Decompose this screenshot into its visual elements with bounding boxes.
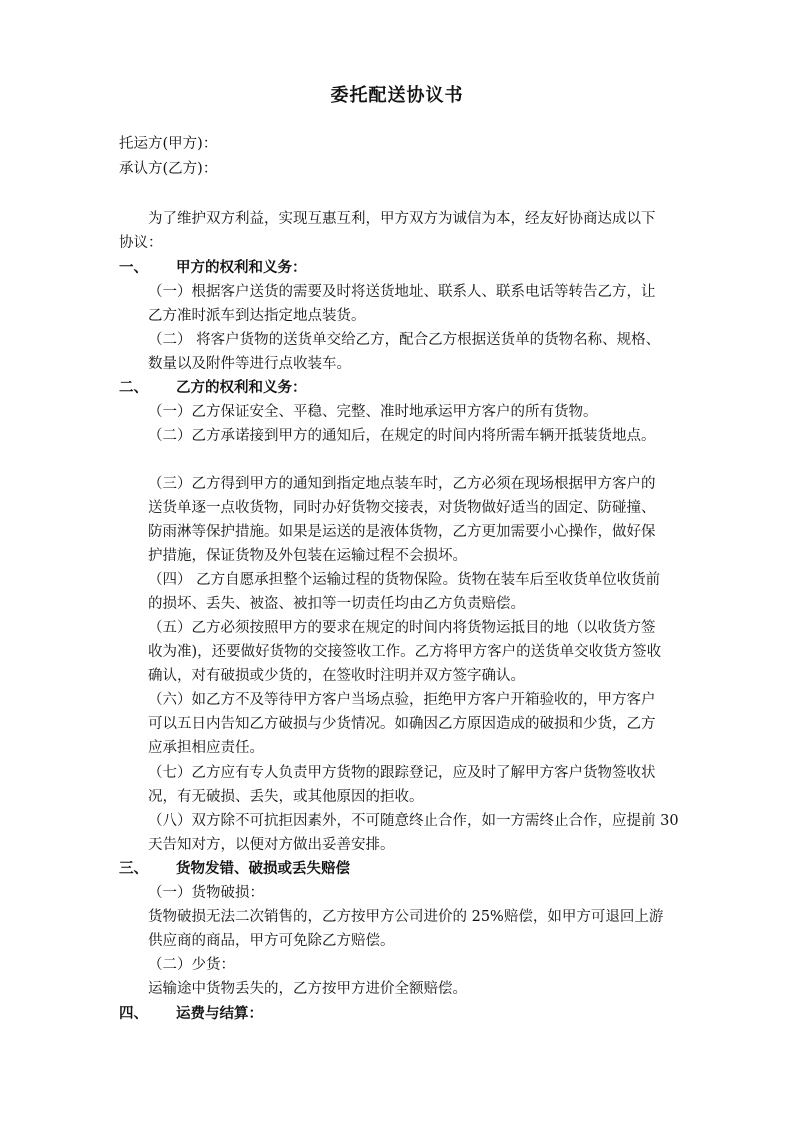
paragraph-line: 可以五日内告知乙方破损与少货情况。如确因乙方原因造成的破损和少货，乙方 (148, 716, 656, 732)
paragraph-line: 应承担相应责任。 (148, 740, 264, 756)
party-a-label: 托运方(甲方)： (119, 136, 218, 152)
section-heading: 乙方的权利和义务： (176, 379, 307, 396)
paragraph-line: 收为准)，还要做好货物的交接签收工作。乙方将甲方客户的送货单交收货方签收 (148, 644, 662, 660)
subsection-label: （一）货物破损： (148, 885, 264, 901)
paragraph-line: 送货单逐一点收货物，同时办好货物交接表，对货物做好适当的固定、防碰撞、 (148, 500, 656, 516)
paragraph-line: 确认，对有破损或少货的，在签收时注明并双方签字确认。 (148, 668, 525, 684)
paragraph-line: 防雨淋等保护措施。如果是运送的是液体货物，乙方更加需要小心操作，做好保 (148, 524, 656, 540)
paragraph-line: 的损坏、丢失、被盗、被扣等一切责任均由乙方负责赔偿。 (148, 596, 525, 612)
paragraph-line: 况，有无破损、丢失，或其他原因的拒收。 (148, 789, 424, 805)
section-number: 一、 (119, 259, 148, 276)
intro-line-1: 为了维护双方利益，实现互惠互利，甲方双方为诚信为本，经友好协商达成以下 (148, 211, 656, 227)
paragraph-line: 乙方准时派车到达指定地点装货。 (148, 308, 366, 324)
paragraph-line: （三）乙方得到甲方的通知到指定地点装车时，乙方必须在现场根据甲方客户的 (148, 476, 656, 492)
paragraph-line: （七）乙方应有专人负责甲方货物的跟踪登记，应及时了解甲方客户货物签收状 (148, 765, 656, 781)
document-title: 委托配送协议书 (330, 85, 464, 106)
section-number: 四、 (119, 1005, 148, 1022)
party-b-label: 承认方(乙方)： (119, 161, 218, 177)
paragraph-line: （一）根据客户送货的需要及时将送货地址、联系人、联系电话等转告乙方，让 (148, 284, 656, 300)
paragraph-line: （五）乙方必须按照甲方的要求在规定的时间内将货物运抵目的地（以收货方签 (148, 620, 656, 636)
paragraph-line: 供应商的商品，甲方可免除乙方赔偿。 (148, 933, 395, 949)
paragraph-line: （一）乙方保证安全、平稳、完整、准时地承运甲方客户的所有货物。 (148, 404, 598, 420)
section-heading: 货物发错、破损或丢失赔偿 (176, 860, 350, 877)
section-number: 二、 (119, 379, 148, 396)
paragraph-line: （六）如乙方不及等待甲方客户当场点验，拒绝甲方客户开箱验收的，甲方客户 (148, 692, 656, 708)
paragraph-line: 数量以及附件等进行点收装车。 (148, 356, 351, 372)
section-heading: 运费与结算： (176, 1005, 263, 1022)
subsection-label: （二）少货： (148, 957, 235, 973)
section-heading: 甲方的权利和义务： (176, 259, 307, 276)
paragraph-line: 护措施，保证货物及外包装在运输过程不会损坏。 (148, 548, 467, 564)
paragraph-line: 运输途中货物丢失的，乙方按甲方进价全额赔偿。 (148, 981, 467, 997)
intro-line-2: 协议： (119, 235, 163, 251)
paragraph-line: 天告知对方，以便对方做出妥善安排。 (148, 837, 395, 853)
paragraph-line: （二） 将客户货物的送货单交给乙方，配合乙方根据送货单的货物名称、规格、 (148, 332, 661, 348)
paragraph-line: （二）乙方承诺接到甲方的通知后，在规定的时间内将所需车辆开抵装货地点。 (148, 428, 656, 444)
paragraph-line: （四） 乙方自愿承担整个运输过程的货物保险。货物在装车后至收货单位收货前 (148, 572, 661, 588)
section-number: 三、 (119, 860, 148, 877)
paragraph-line: （八）双方除不可抗拒因素外，不可随意终止合作，如一方需终止合作，应提前 30 (148, 813, 679, 829)
paragraph-line: 货物破损无法二次销售的，乙方按甲方公司进价的 25%赔偿，如甲方可退回上游 (148, 909, 664, 925)
